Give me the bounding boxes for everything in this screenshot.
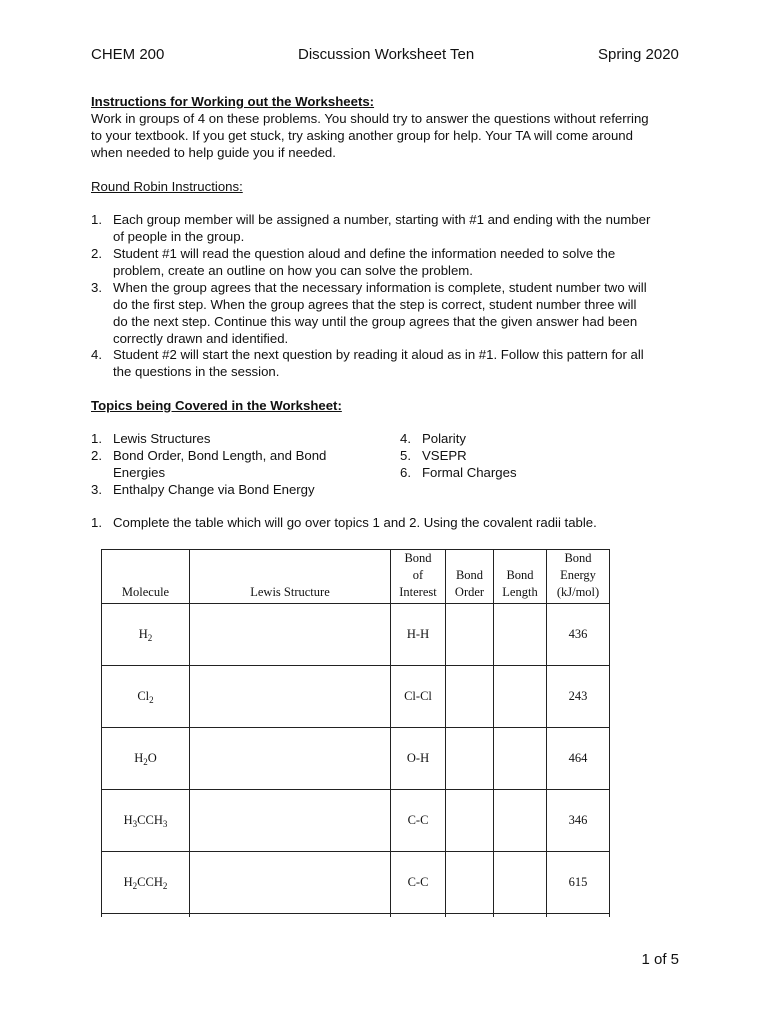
cell-bond-order[interactable]: [446, 604, 494, 666]
question-text: Complete the table which will go over topics 1 and 2. Using the covalent radii table.: [113, 515, 597, 530]
formula-part: CCH: [137, 812, 163, 827]
list-line: Student #2 will start the next question by reading it aloud as in #1. Follow this pattern for all: [113, 347, 644, 362]
cell-lewis-structure[interactable]: [190, 852, 391, 914]
table-row: [102, 852, 610, 914]
cell-bond-of-interest: C-C: [391, 852, 446, 914]
table-cell-empty: [391, 914, 446, 918]
cell-bond-of-interest: H-H: [391, 604, 446, 666]
cell-bond-length[interactable]: [494, 666, 547, 728]
cell-bond-order[interactable]: [446, 790, 494, 852]
cell-lewis-structure[interactable]: [190, 728, 391, 790]
list-line: Polarity: [422, 431, 466, 446]
formula-subscript: 2: [143, 756, 148, 767]
table-row-partial: [102, 914, 610, 918]
cell-bond-energy: 615: [547, 852, 610, 914]
list-line: VSEPR: [422, 448, 467, 463]
instructions-line: when needed to help guide you if needed.: [91, 145, 336, 160]
topics-heading: Topics being Covered in the Worksheet:: [91, 398, 342, 413]
cell-molecule: [102, 728, 190, 790]
table-row: [102, 604, 610, 666]
list-line: Lewis Structures: [113, 431, 211, 446]
cell-bond-of-interest: O-H: [391, 728, 446, 790]
header-line: Lewis Structure: [250, 585, 330, 599]
table-cell-empty: [494, 914, 547, 918]
formula-subscript: 3: [132, 818, 138, 829]
list-line: do the first step. When the group agrees that the step is correct, student number three will: [113, 297, 637, 312]
cell-bond-order[interactable]: [446, 666, 494, 728]
header-bond-energy: [547, 550, 610, 604]
list-line: Energies: [113, 465, 166, 480]
list-line: do the next step. Continue this way until the group agrees that the given answer had been: [113, 314, 638, 329]
term-label: Spring 2020: [598, 46, 679, 63]
table-cell-empty: [547, 914, 610, 918]
list-line: Student #1 will read the question aloud and define the information needed to solve the: [113, 246, 616, 261]
header-line: Bond: [404, 551, 432, 565]
question-number: 1.: [91, 515, 102, 530]
list-line: Bond Order, Bond Length, and Bond: [113, 448, 327, 463]
cell-bond-energy: 464: [547, 728, 610, 790]
cell-lewis-structure[interactable]: [190, 666, 391, 728]
header-line: Order: [454, 585, 485, 599]
header-line: of: [412, 568, 424, 582]
formula-part: H: [123, 874, 133, 889]
list-number: 3.: [91, 280, 102, 295]
formula-subscript: 2: [149, 694, 154, 705]
header-line: (kJ/mol): [556, 585, 600, 599]
formula-part: H: [134, 750, 144, 765]
formula-subscript: 2: [132, 880, 138, 891]
formula-part: CCH: [137, 874, 163, 889]
instructions-line: to your textbook. If you get stuck, try asking another group for help. Your TA will come around: [91, 128, 633, 143]
header-line: Interest: [399, 585, 437, 599]
cell-bond-order[interactable]: [446, 852, 494, 914]
list-number: 1.: [91, 212, 102, 227]
list-line: problem, create an outline on how you can solve the problem.: [113, 263, 473, 278]
header-molecule: [102, 550, 190, 604]
header-lewis-structure: [190, 550, 391, 604]
table-row: [102, 790, 610, 852]
course-label: CHEM 200: [91, 46, 165, 63]
list-line: Each group member will be assigned a number, starting with #1 and ending with the number: [113, 212, 651, 227]
page-number: 1 of 5: [641, 951, 679, 968]
cell-molecule: [102, 852, 190, 914]
list-line: correctly drawn and identified.: [113, 331, 289, 346]
cell-bond-energy: 243: [547, 666, 610, 728]
formula-part: H: [123, 812, 133, 827]
list-line: When the group agrees that the necessary information is complete, student number two will: [113, 280, 647, 295]
worksheet-title: Discussion Worksheet Ten: [298, 46, 475, 63]
formula-part: Cl: [137, 688, 150, 703]
cell-bond-energy: 346: [547, 790, 610, 852]
formula-subscript: 2: [162, 880, 168, 891]
list-number: 5.: [400, 448, 411, 463]
cell-bond-energy: 436: [547, 604, 610, 666]
list-number: 3.: [91, 482, 102, 497]
cell-bond-of-interest: Cl-Cl: [391, 666, 446, 728]
header-line: Bond: [506, 568, 534, 582]
list-number: 1.: [91, 431, 102, 446]
table-header-row: [102, 550, 610, 604]
table-cell-empty: [102, 914, 190, 918]
list-line: of people in the group.: [113, 229, 245, 244]
header-bond-order: [446, 550, 494, 604]
list-line: Enthalpy Change via Bond Energy: [113, 482, 315, 497]
header-line: Energy: [560, 568, 596, 582]
formula-part: O: [147, 750, 157, 765]
cell-bond-length[interactable]: [494, 790, 547, 852]
table-row: [102, 666, 610, 728]
cell-molecule: [102, 604, 190, 666]
table-cell-empty: [446, 914, 494, 918]
list-number: 4.: [400, 431, 411, 446]
formula-subscript: 2: [147, 632, 153, 643]
cell-lewis-structure[interactable]: [190, 790, 391, 852]
cell-molecule: [102, 666, 190, 728]
cell-lewis-structure[interactable]: [190, 604, 391, 666]
cell-bond-length[interactable]: [494, 852, 547, 914]
header-line: Molecule: [121, 585, 170, 599]
round-robin-heading: Round Robin Instructions:: [91, 179, 243, 194]
list-line: Formal Charges: [422, 465, 517, 480]
formula-subscript: 3: [162, 818, 168, 829]
header-line: Bond: [564, 551, 592, 565]
cell-molecule: [102, 790, 190, 852]
header-bond-of-interest: [391, 550, 446, 604]
header-line: Bond: [455, 568, 484, 582]
instructions-body: [91, 110, 649, 161]
instructions-heading: Instructions for Working out the Worksheets:: [91, 94, 375, 109]
list-number: 2.: [91, 246, 102, 261]
list-number: 2.: [91, 448, 102, 463]
cell-bond-length[interactable]: [494, 728, 547, 790]
cell-bond-order[interactable]: [446, 728, 494, 790]
cell-bond-length[interactable]: [494, 604, 547, 666]
list-number: 6.: [400, 465, 411, 480]
formula-part: H: [138, 626, 148, 641]
header-bond-length: [494, 550, 547, 604]
list-line: the questions in the session.: [113, 364, 280, 379]
list-number: 4.: [91, 347, 102, 362]
instructions-line: Work in groups of 4 on these problems. You should try to answer the questions without referring: [91, 111, 649, 126]
table-cell-empty: [190, 914, 391, 918]
bond-table: [101, 549, 610, 917]
table-row: [102, 728, 610, 790]
cell-bond-of-interest: C-C: [391, 790, 446, 852]
header-line: Length: [502, 585, 538, 599]
